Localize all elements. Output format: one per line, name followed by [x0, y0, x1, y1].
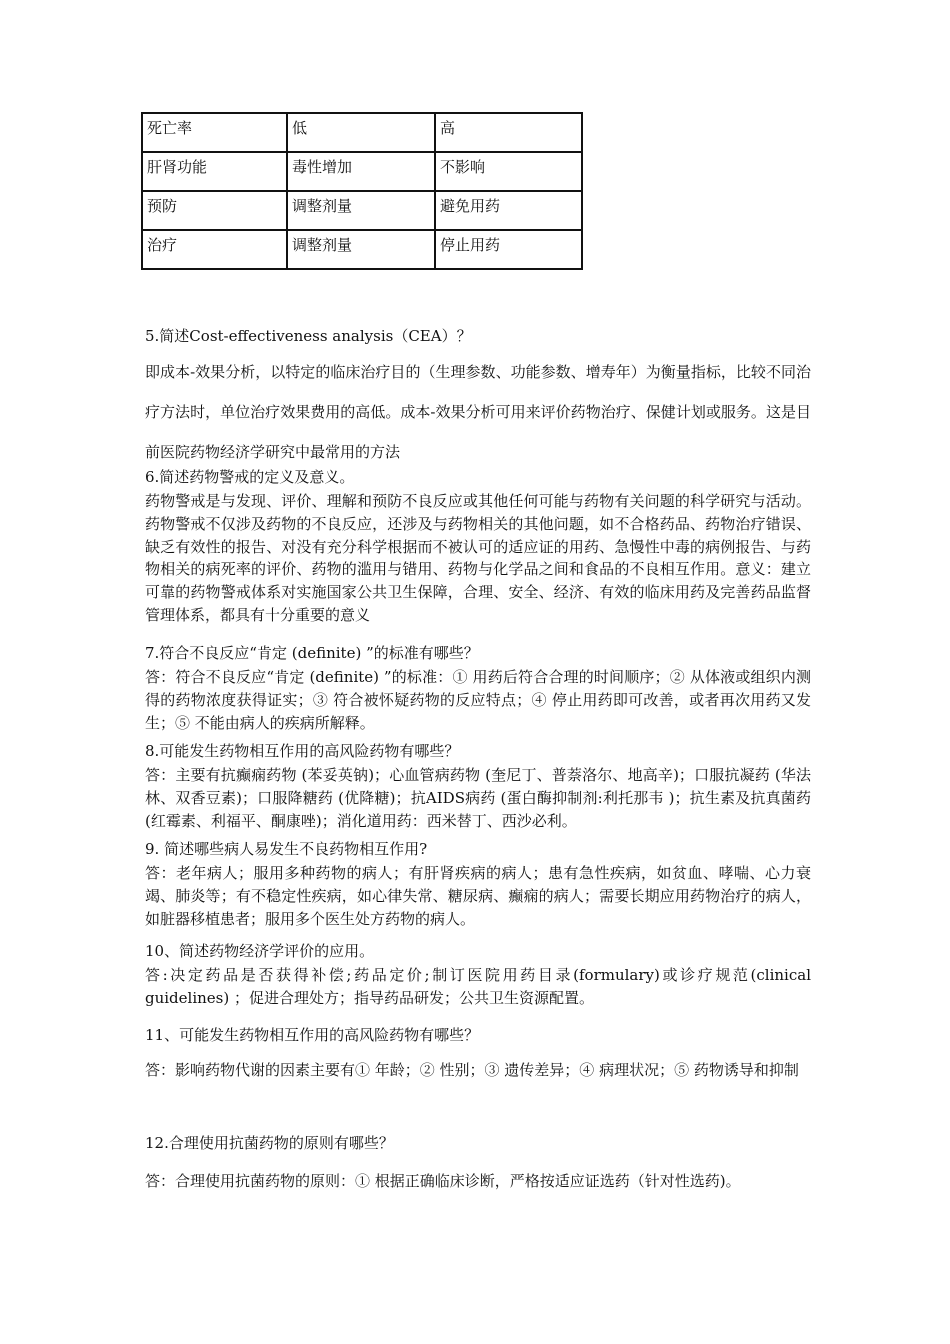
comparison-table	[141, 112, 583, 270]
table-row	[143, 151, 583, 190]
table-cell: 避免用药	[436, 190, 583, 229]
table-row	[143, 190, 583, 229]
question-8-answer: 答：主要有抗癫痫药物 (苯妥英钠)；心血管病药物 (奎尼丁、普萘洛尔、地高辛)；口服抗凝药 (华法林、双香豆素)；口服降糖药 (优降糖)；抗AIDS病药 (蛋白酶抑制剂:利托那韦 )；抗生素及抗真菌药(红霉素、利福平、酮康唑)；消化道用药：西米替丁、西沙必利。	[145, 766, 811, 830]
question-10-answer: 答:决定药品是否获得补偿;药品定价;制订医院用药目录(formulary)或诊疗规范(clinical guidelines) ；促进合理处方；指导药品研发；公共卫生资源配置。	[145, 966, 811, 1007]
table-cell: 高	[436, 112, 583, 151]
question-7-title: 7.符合不良反应“肯定 (definite) ”的标准有哪些？	[145, 644, 479, 662]
question-7-answer: 答：符合不良反应“肯定 (definite) ”的标准：① 用药后符合合理的时间顺序；② 从体液或组织内测得的药物浓度获得证实；③ 符合被怀疑药物的反应特点；④ 停止用药即可改善，或者再次用药又发生；⑤ 不能由病人的疾病所解释。	[145, 668, 811, 732]
question-6-answer: 药物警戒是与发现、评价、理解和预防不良反应或其他任何可能与药物有关问题的科学研究与活动。药物警戒不仅涉及药物的不良反应，还涉及与药物相关的其他问题，如不合格药品、药物治疗错误、缺乏有效性的报告、对没有充分科学根据而不被认可的适应证的用药、急慢性中毒的病例报告、与药物相关的病死率的评价、药物的滥用与错用、药物与化学品之间和食品的不良相互作用。意义：建立可靠的药物警戒体系对实施国家公共卫生保障，合理、安全、经济、有效的临床用药及完善药品监督管理体系，都具有十分重要的意义	[145, 492, 811, 624]
table-cell: 治疗	[143, 229, 288, 268]
table-cell: 预防	[143, 190, 288, 229]
table-cell: 调整剂量	[288, 229, 436, 268]
question-11-answer: 答：影响药物代谢的因素主要有① 年龄；② 性别；③ 遗传差异；④ 病理状况；⑤ 药物诱导和抑制	[145, 1061, 799, 1079]
table-cell: 肝肾功能	[143, 151, 288, 190]
table-cell: 调整剂量	[288, 190, 436, 229]
question-9-answer: 答：老年病人；服用多种药物的病人；有肝肾疾病的病人；患有急性疾病，如贫血、哮喘、心力衰竭、肺炎等；有不稳定性疾病，如心律失常、糖尿病、癫痫的病人；需要长期应用药物治疗的病人，如脏器移植患者；服用多个医生处方药物的病人。	[145, 864, 811, 928]
question-12-title: 12.合理使用抗菌药物的原则有哪些？	[145, 1134, 394, 1152]
question-5-title: 5.简述Cost-effectiveness analysis（CEA）？	[145, 327, 472, 345]
table-cell: 不影响	[436, 151, 583, 190]
table-cell: 停止用药	[436, 229, 583, 268]
question-9-title: 9. 简述哪些病人易发生不良药物相互作用?	[145, 840, 428, 858]
question-5-answer: 即成本-效果分析，以特定的临床治疗目的（生理参数、功能参数、增寿年）为衡量指标，比较不同治疗方法时，单位治疗效果费用的高低。成本-效果分析可用来评价药物治疗、保健计划或服务。这是目前医院药物经济学研究中最常用的方法	[145, 363, 811, 461]
table-cell: 死亡率	[143, 112, 288, 151]
table-row	[143, 112, 583, 151]
table-cell: 低	[288, 112, 436, 151]
question-11-title: 11、可能发生药物相互作用的高风险药物有哪些？	[145, 1026, 480, 1044]
table-row	[143, 229, 583, 268]
question-10-title: 10、简述药物经济学评价的应用。	[145, 942, 375, 960]
question-12-answer: 答：合理使用抗菌药物的原则：① 根据正确临床诊断，严格按适应证选药（针对性选药)。	[145, 1172, 741, 1190]
question-8-title: 8.可能发生药物相互作用的高风险药物有哪些？	[145, 742, 460, 760]
table-cell: 毒性增加	[288, 151, 436, 190]
question-6-title: 6.简述药物警戒的定义及意义。	[145, 468, 355, 486]
